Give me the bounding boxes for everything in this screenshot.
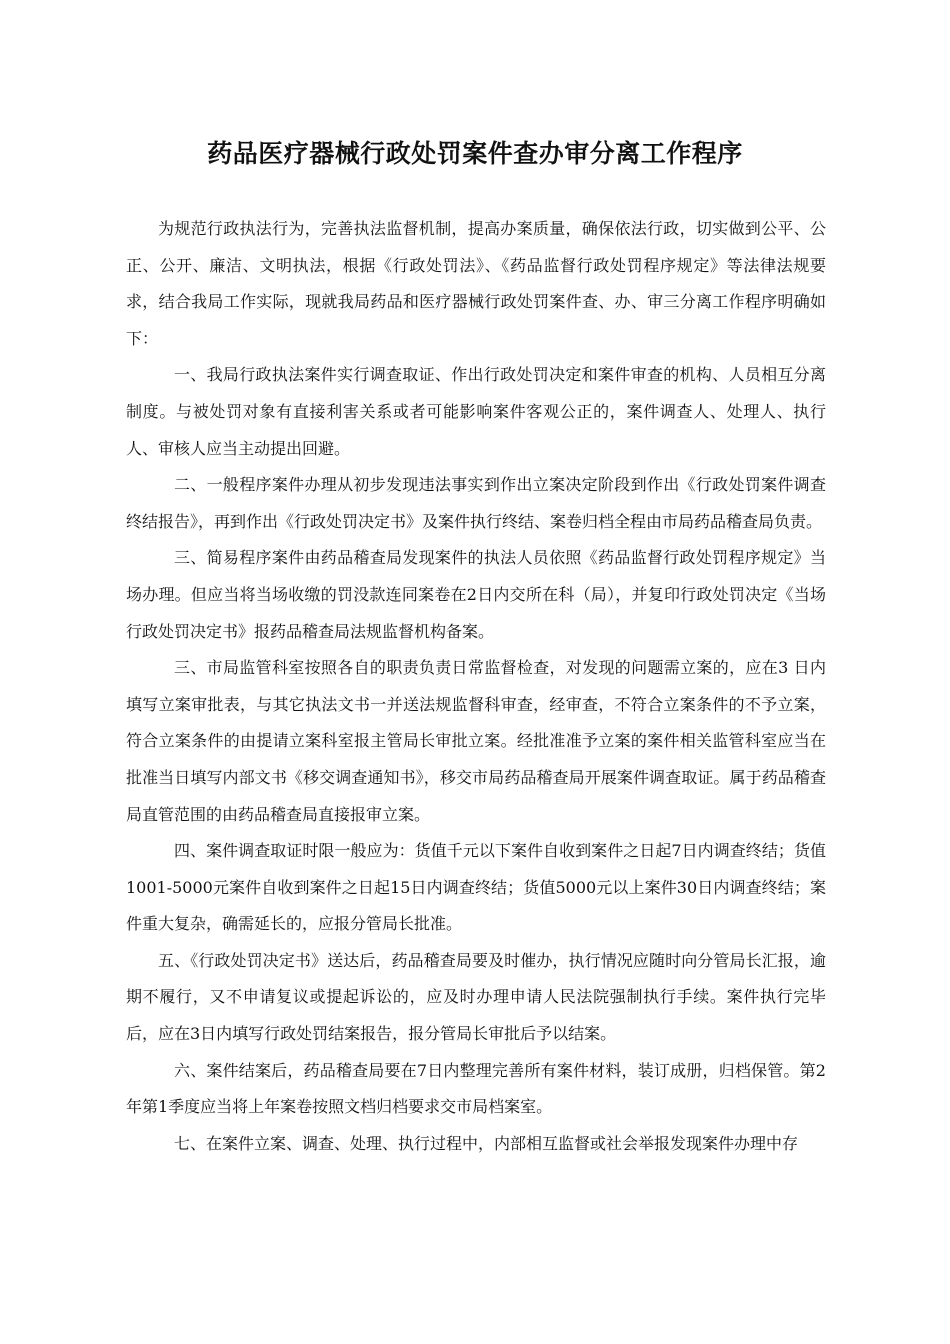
paragraph-item-5: 五、《行政处罚决定书》送达后，药品稽查局要及时催办，执行情况应随时向分管局长汇报，逾期不履行，又不申请复议或提起诉讼的，应及时办理申请人民法院强制执行手续。案件执行完毕后，应在3日内填写行政处罚结案报告，报分管局长审批后予以结案。 — [126, 950, 826, 1044]
paragraph-item-2: 二、一般程序案件办理从初步发现违法事实到作出立案决定阶段到作出《行政处罚案件调查终结报告》，再到作出《行政处罚决定书》及案件执行终结、案卷归档全程由市局药品稽查局负责。 — [126, 475, 826, 531]
paragraph-preamble: 为规范行政执法行为，完善执法监督机制，提高办案质量，确保依法行政，切实做到公平、公正、公开、廉洁、文明执法，根据《行政处罚法》、《药品监督行政处罚程序规定》等法律法规要求，结合我局工作实际，现就我局药品和医疗器械行政处罚案件查、办、审三分离工作程序明确如下： — [126, 219, 826, 348]
paragraph-item-1: 一、我局行政执法案件实行调查取证、作出行政处罚决定和案件审查的机构、人员相互分离制度。与被处罚对象有直接利害关系或者可能影响案件客观公正的，案件调查人、处理人、执行人、审核人应当主动提出回避。 — [126, 365, 826, 458]
paragraph-item-6: 六、案件结案后，药品稽查局要在7日内整理完善所有案件材料，装订成册，归档保管。第2年第1季度应当将上年案卷按照文档归档要求交市局档案室。 — [126, 1060, 826, 1117]
paragraph-item-4: 四、案件调查取证时限一般应为：货值千元以下案件自收到案件之日起7日内调查终结；货值1001-5000元案件自收到案件之日起15日内调查终结；货值5000元以上案件30日内调查终结；案件重大复杂，确需延长的，应报分管局长批准。 — [126, 841, 826, 934]
document-body — [126, 211, 826, 1162]
paragraph-item-7: 七、在案件立案、调查、处理、执行过程中，内部相互监督或社会举报发现案件办理中存 — [174, 1133, 799, 1153]
paragraph-item-3a: 三、简易程序案件由药品稽查局发现案件的执法人员依照《药品监督行政处罚程序规定》当场办理。但应当将当场收缴的罚没款连同案卷在2日内交所在科（局），并复印行政处罚决定《当场行政处罚决定书》报药品稽查局法规监督机构备案。 — [126, 548, 826, 641]
document-title: 药品医疗器械行政处罚案件查办审分离工作程序 — [207, 139, 743, 168]
paragraph-item-3b: 三、市局监管科室按照各自的职责负责日常监督检查，对发现的问题需立案的，应在3 日内填写立案审批表，与其它执法文书一并送法规监督科审查，经审查，不符合立案条件的不予立案，符合立案条件的由提请立案科室报主管局长审批立案。经批准准予立案的案件相关监管科室应当在批准当日填写内部文书《移交调查通知书》，移交市局药品稽查局开展案件调查取证。属于药品稽查局直管范围的由药品稽查局直接报审立案。 — [126, 658, 826, 824]
